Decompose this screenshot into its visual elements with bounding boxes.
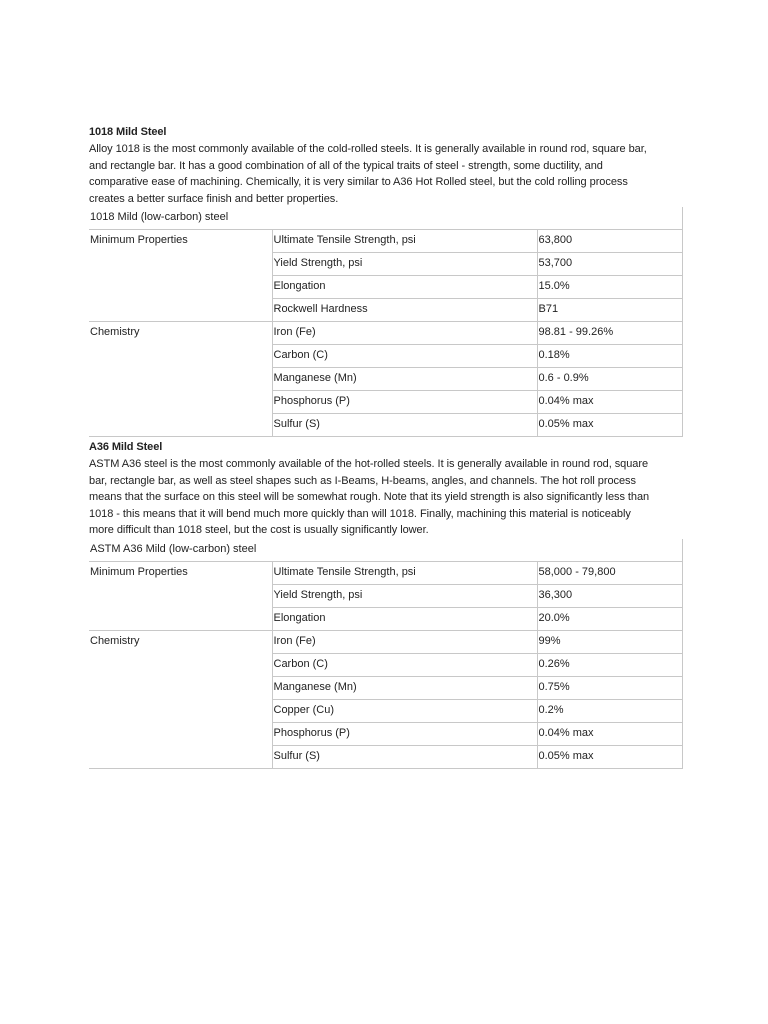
property-name: Ultimate Tensile Strength, psi [272, 230, 537, 253]
property-value: 0.05% max [537, 745, 682, 768]
property-name: Ultimate Tensile Strength, psi [272, 561, 537, 584]
table-title-row [89, 539, 682, 562]
property-name: Sulfur (S) [272, 414, 537, 437]
group-label: Minimum Properties [89, 561, 272, 630]
property-name: Phosphorus (P) [272, 391, 537, 414]
group-label: Chemistry [89, 322, 272, 437]
property-value: 0.05% max [537, 414, 682, 437]
section-paragraph [89, 141, 681, 207]
property-value: 0.04% max [537, 391, 682, 414]
section-paragraph [89, 456, 681, 539]
property-value: 98.81 - 99.26% [537, 322, 682, 345]
paragraph-line: Alloy 1018 is the most commonly available of the cold-rolled steels. It is generally available in round rod, square bar, [89, 143, 647, 155]
table-title: 1018 Mild (low-carbon) steel [89, 207, 682, 230]
table-title: ASTM A36 Mild (low-carbon) steel [89, 539, 682, 562]
group-label: Chemistry [89, 630, 272, 768]
property-value: 53,700 [537, 253, 682, 276]
paragraph-line: 1018 - this means that it will bend much more quickly than will 1018. Finally, machining this material is noticeably [89, 507, 631, 520]
section-heading: A36 Mild Steel [89, 441, 163, 453]
property-value: 58,000 - 79,800 [537, 561, 682, 584]
property-name: Elongation [272, 276, 537, 299]
property-name: Iron (Fe) [272, 322, 537, 345]
table-row [89, 230, 682, 253]
property-value: 0.04% max [537, 722, 682, 745]
table-row [89, 561, 682, 584]
property-name: Elongation [272, 607, 537, 630]
paragraph-line: ASTM A36 steel is the most commonly available of the hot-rolled steels. It is generally available in round rod, square [89, 458, 649, 470]
property-name: Carbon (C) [272, 653, 537, 676]
properties-table-1018 [89, 207, 683, 437]
property-value: 0.2% [537, 699, 682, 722]
property-name: Carbon (C) [272, 345, 537, 368]
section-1018-mild-steel [89, 125, 681, 437]
property-name: Yield Strength, psi [272, 253, 537, 276]
property-name: Manganese (Mn) [272, 676, 537, 699]
property-name: Yield Strength, psi [272, 584, 537, 607]
section-a36-mild-steel [89, 440, 681, 769]
property-name: Rockwell Hardness [272, 299, 537, 322]
table-row [89, 322, 682, 345]
property-name: Copper (Cu) [272, 699, 537, 722]
paragraph-line: more difficult than 1018 steel, but the cost is usually significantly lower. [89, 524, 429, 537]
table-title-row [89, 207, 682, 230]
property-value: 0.26% [537, 653, 682, 676]
property-name: Phosphorus (P) [272, 722, 537, 745]
paragraph-line: bar, rectangle bar, as well as steel shapes such as I-Beams, H-beams, angles, and channels. The hot roll process [89, 474, 636, 487]
paragraph-line: and rectangle bar. It has a good combination of all of the typical traits of steel - strength, some ductility, and [89, 159, 603, 172]
property-value: 0.6 - 0.9% [537, 368, 682, 391]
property-value: 99% [537, 630, 682, 653]
group-label: Minimum Properties [89, 230, 272, 322]
table-row [89, 630, 682, 653]
paragraph-line: creates a better surface finish and better properties. [89, 192, 339, 205]
property-value: 63,800 [537, 230, 682, 253]
section-heading: 1018 Mild Steel [89, 126, 167, 138]
property-value: 15.0% [537, 276, 682, 299]
property-name: Manganese (Mn) [272, 368, 537, 391]
property-value: 0.18% [537, 345, 682, 368]
property-name: Sulfur (S) [272, 745, 537, 768]
property-value: 20.0% [537, 607, 682, 630]
property-name: Iron (Fe) [272, 630, 537, 653]
property-value: B71 [537, 299, 682, 322]
properties-table-a36 [89, 539, 683, 769]
paragraph-line: means that the surface on this steel will be somewhat rough. Note that its yield strength is also significantly less than [89, 491, 650, 504]
paragraph-line: comparative ease of machining. Chemically, it is very similar to A36 Hot Rolled steel, but the cold rolling process [89, 176, 628, 189]
property-value: 36,300 [537, 584, 682, 607]
property-value: 0.75% [537, 676, 682, 699]
